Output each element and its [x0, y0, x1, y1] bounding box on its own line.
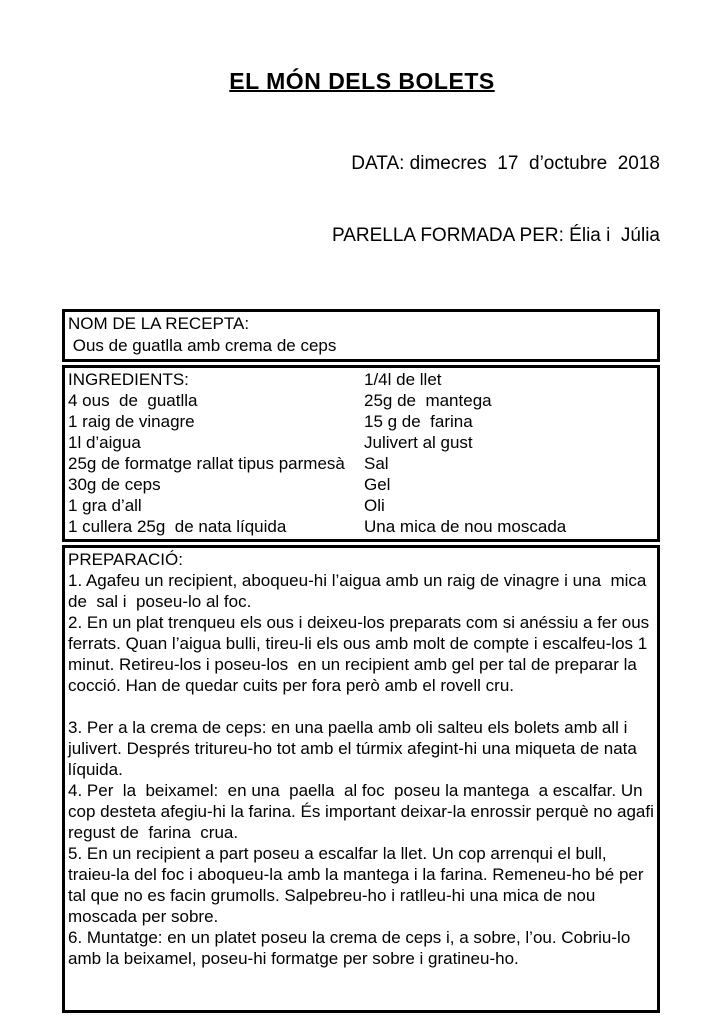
ingredients-label: INGREDIENTS:	[68, 370, 189, 389]
pair-line: PARELLA FORMADA PER: Élia i Júlia	[331, 225, 660, 246]
ingredients-list-left	[68, 390, 364, 537]
preparation-step: 6. Muntatge: en un platet poseu la crema de ceps i, a sobre, l’ou. Cobriu-lo amb la beixamel, poseu-hi formatge per sobre i gratineu-ho.	[68, 928, 636, 968]
recipe-name-box	[62, 309, 660, 362]
ingredients-list-right	[364, 369, 654, 537]
preparation-step: 1. Agafeu un recipient, aboqueu-hi l’aigua amb un raig de vinagre i una mica de sal i poseu-lo al foc.	[68, 571, 656, 611]
ingredient-item: Sal	[364, 454, 389, 473]
page-title-text: EL MÓN DELS BOLETS	[229, 68, 495, 94]
ingredients-column-left	[68, 369, 364, 537]
preparation-steps	[68, 570, 664, 969]
ingredient-item: 4 ous de guatlla	[68, 391, 198, 410]
ingredients-box	[62, 365, 660, 542]
ingredient-item: Gel	[364, 475, 391, 494]
preparation-box	[62, 545, 664, 1013]
preparation-step	[68, 696, 654, 717]
ingredient-item: Una mica de nou moscada	[364, 517, 567, 536]
ingredient-item: 1 cullera 25g de nata líquida	[68, 517, 287, 536]
preparation-label: PREPARACIÓ:	[68, 550, 183, 569]
recipe-name-label: NOM DE LA RECEPTA:	[68, 314, 250, 333]
ingredient-item: 1/4l de llet	[364, 370, 442, 389]
page-title	[0, 0, 724, 95]
preparation-step: 2. En un plat trenqueu els ous i deixeu-los preparats com si anéssiu a fer ous ferrats. Quan l’aigua bulli, tireu-li els ous amb molt de compte i escalfeu-los 1 minut. Retireu-los i poseu-los en un recipient amb gel per tal de preparar la cocció. Han de quedar cuits per fora però amb el rovell cru.	[68, 613, 654, 695]
ingredient-item: 1 gra d’all	[68, 496, 142, 515]
preparation-step: 5. En un recipient a part poseu a escalfar la llet. Un cop arrenqui el bull, traieu-la del foc i aboqueu-la amb la mantega i la farina. Remeneu-ho bé per tal que no es facin grumolls. Salpebreu-ho i ratlleu-hi una mica de nou moscada per sobre.	[68, 844, 649, 926]
preparation-step: 3. Per a la crema de ceps: en una paella amb oli salteu els bolets amb all i julivert. Després tritureu-ho tot amb el túrmix afegint-hi una miqueta de nata líquida.	[68, 718, 642, 779]
ingredient-item: 1l d’aigua	[68, 433, 141, 452]
ingredients-column-right	[364, 369, 654, 537]
preparation-step: 4. Per la beixamel: en una paella al foc poseu la mantega a escalfar. Un cop desteta afegiu-hi la farina. És important deixar-la enrossir perquè no agafi regust de farina crua.	[68, 781, 664, 842]
ingredients-columns	[68, 369, 654, 537]
ingredient-item: Julivert al gust	[364, 433, 473, 452]
ingredient-item: 15 g de farina	[364, 412, 473, 431]
header-meta	[62, 104, 660, 296]
ingredient-item: 25g de mantega	[364, 391, 492, 410]
date-line: DATA: dimecres 17 d’octubre 2018	[351, 153, 660, 174]
ingredient-item: 25g de formatge rallat tipus parmesà	[68, 454, 345, 473]
ingredient-item: 1 raig de vinagre	[68, 412, 195, 431]
ingredient-item: 30g de ceps	[68, 475, 161, 494]
ingredient-item: Oli	[364, 496, 385, 515]
recipe-name-value: Ous de guatlla amb crema de ceps	[68, 336, 337, 355]
